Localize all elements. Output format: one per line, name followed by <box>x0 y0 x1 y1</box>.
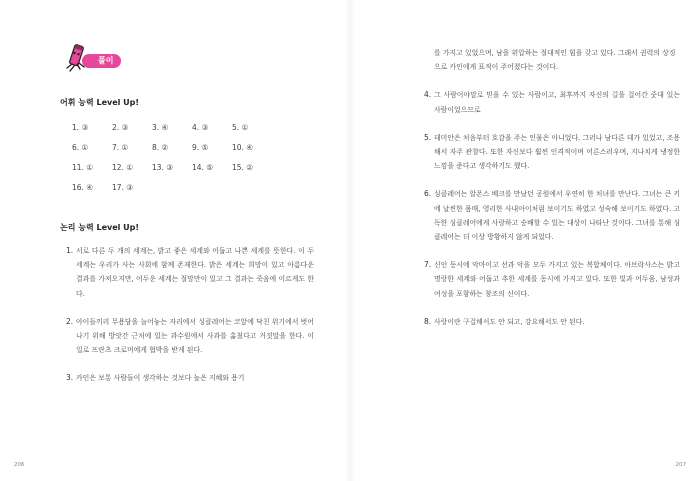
answer-row <box>72 158 292 178</box>
logic-item <box>66 244 314 301</box>
logic-item <box>66 315 314 358</box>
answer-row <box>72 178 292 198</box>
vocab-section-title: 어휘 능력 Level Up! <box>60 98 140 107</box>
logic-section-title: 논리 능력 Level Up! <box>60 223 140 232</box>
answer-item: 9. ⑤ <box>192 143 209 152</box>
item-text: 사랑이란 구걸해서도 안 되고, 강요해서도 안 된다. <box>434 317 585 326</box>
logic-item <box>66 371 314 385</box>
answer-item: 13. ③ <box>152 163 174 172</box>
answer-item: 15. ② <box>232 163 254 172</box>
logic-item <box>424 187 680 244</box>
item-text: 데미안은 처음부터 호감을 주는 인물은 아니었다. 그러나 남다른 데가 있었고, 조용해서 자주 관찰다. 또한 자신보다 훨씬 인격적이며 어른스러우며, 지나치게 냉정한 느낌을 준다고 생각하기도 했다. <box>434 133 680 171</box>
answer-row <box>72 138 292 158</box>
item-text: 카인은 보통 사람들이 생각하는 것보다 높은 지혜와 용기 <box>76 374 245 383</box>
logic-answer-list <box>66 244 314 400</box>
answer-item: 14. ⑤ <box>192 163 214 172</box>
page-number-right: 207 <box>675 462 686 468</box>
item-number: 2. <box>66 316 74 326</box>
answer-item: 1. ③ <box>72 123 89 132</box>
answer-item: 17. ③ <box>112 183 134 192</box>
answer-item: 3. ④ <box>152 123 169 132</box>
answer-item: 16. ④ <box>72 183 94 192</box>
answer-item: 12. ① <box>112 163 134 172</box>
item-number: 1. <box>66 246 74 255</box>
answer-item: 11. ① <box>72 163 94 172</box>
continued-text: 를 가지고 있었으며, 남을 위압하는 절대적인 힘을 갖고 있다. 그래서 권력의 상징으로 카인에게 표적이 주어졌다는 것이다. <box>434 49 676 72</box>
item-text: 그 사람이야말로 믿을 수 있는 사람이고, 최후까지 자신의 길을 걸어간 줏대 있는 사람이었으므로 <box>434 91 680 114</box>
right-answer-list <box>424 46 680 343</box>
page-number-left: 206 <box>14 462 25 468</box>
item-text: 신인 동시에 악마이고 선과 악을 모두 가지고 있는 복합체이다. 아브락사스는 밝고 명랑한 세계와 어둡고 추한 세계를 동시에 가지고 있다. 또한 빛과 어두움, 남성과 여성을 포함하는 창조의 신이다. <box>434 261 680 298</box>
answer-item: 5. ① <box>232 123 249 132</box>
logic-item <box>424 315 680 329</box>
answer-item: 8. ② <box>152 143 169 152</box>
answer-item: 4. ③ <box>192 123 209 132</box>
item-text: 서로 다른 두 개의 세계는, 밝고 좋은 세계와 어둡고 나쁜 세계를 뜻한다. 이 두 세계는 우리가 사는 사회에 함께 존재한다. 밝은 세계는 희망이 있고 아름다운 결과를 가져오지만, 어두운 세계는 절망만이 있고 그 결과는 죽음에 이르게도 한다. <box>76 247 314 298</box>
item-text: 싱클레어는 알폰스 베크를 만났던 공원에서 우연히 한 처녀를 만난다. 그녀는 큰 키에 날씬한 몸매, 영리한 사내아이처럼 보이기도 하였고 성숙해 보이기도 하였다. 고독한 싱클레어에게 사랑하고 숭배할 수 있는 대상이 나타난 것이다. 그녀를 통해 싱클레어는 더 이상 방황하지 않게 되었다. <box>434 190 680 242</box>
answer-item: 6. ① <box>72 143 89 152</box>
answer-item: 7. ① <box>112 143 129 152</box>
item-number: 5. <box>424 132 432 142</box>
item-number: 8. <box>424 316 432 326</box>
logic-item <box>424 88 680 116</box>
badge-label: 풀이 <box>82 54 121 68</box>
vocab-answer-grid <box>72 118 292 198</box>
item-number: 6. <box>424 189 432 199</box>
answer-row <box>72 118 292 138</box>
answer-item: 10. ④ <box>232 143 254 152</box>
answer-badge <box>60 42 130 76</box>
logic-item <box>424 131 680 174</box>
logic-item <box>424 258 680 301</box>
item-text: 아이들끼리 무용담을 늘어놓는 자리에서 싱클레어는 코앞에 닥친 위기에서 벗어나기 위해 방앗간 근처에 있는 과수원에서 사과를 훔쳤다고 거짓말을 한다. 이 일로 프란츠 크로머에게 협박을 받게 된다. <box>76 317 314 355</box>
item-number: 4. <box>424 90 432 100</box>
item-number: 3. <box>66 373 74 383</box>
answer-item: 2. ③ <box>112 123 129 132</box>
item-number: 7. <box>424 260 432 270</box>
